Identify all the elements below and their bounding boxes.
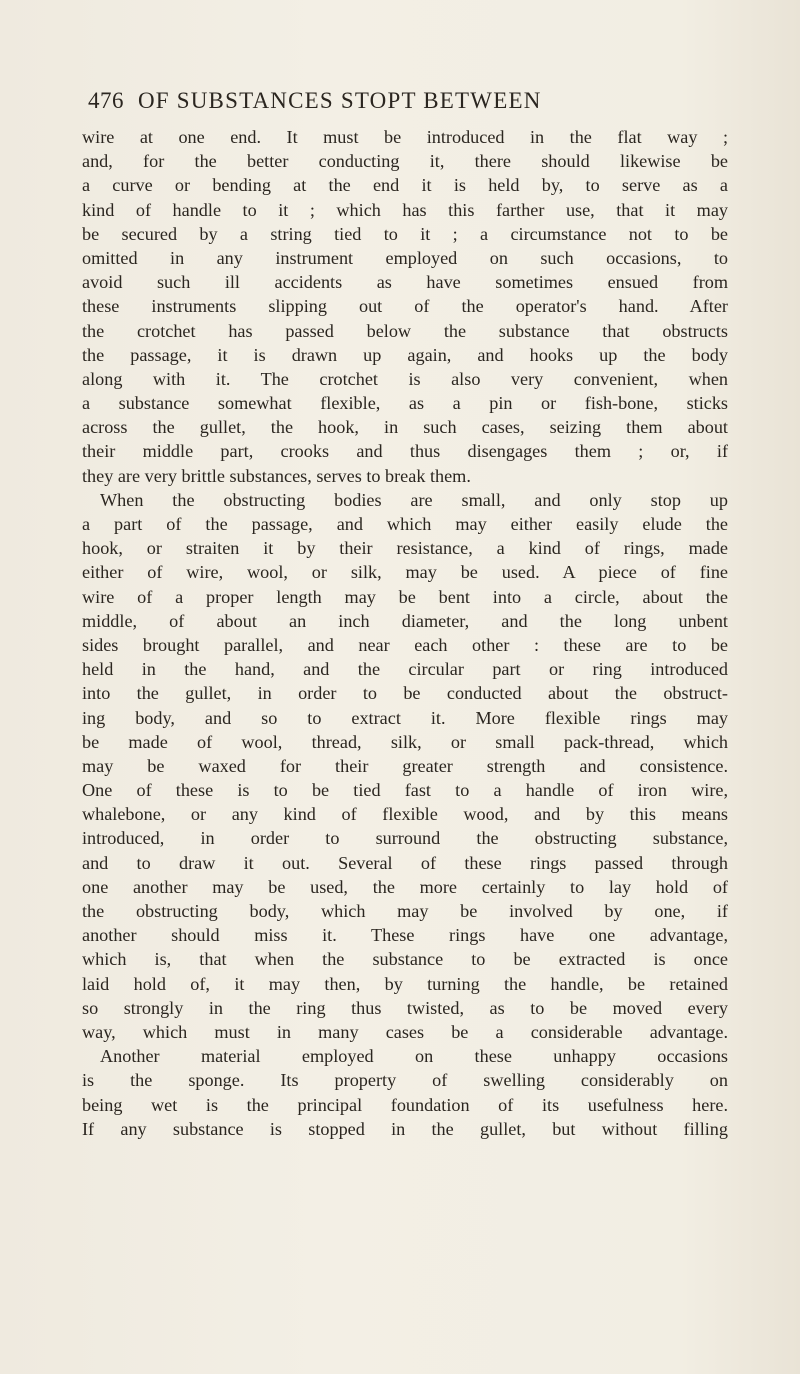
text-line: one another may be used, the more certainly to lay hold of — [82, 876, 728, 897]
text-line: Another material employed on these unhappy occasions — [100, 1046, 728, 1067]
text-line: a substance somewhat flexible, as a pin or fish-bone, sticks — [82, 393, 728, 414]
text-line: a curve or bending at the end it is held by, to serve as a — [82, 175, 728, 196]
text-line: being wet is the principal foundation of its usefulness here. — [82, 1094, 728, 1115]
text-line: and, for the better conducting it, there should likewise be — [82, 151, 728, 172]
text-line: which is, that when the substance to be extracted is once — [82, 949, 728, 970]
text-line: the obstructing body, which may be involved by one, if — [82, 901, 728, 921]
text-line: held in the hand, and the circular part or ring introduced — [82, 659, 728, 680]
text-line: wire at one end. It must be introduced in the flat way ; — [82, 127, 728, 147]
text-line: introduced, in order to surround the obstructing substance, — [82, 828, 728, 849]
text-line: One of these is to be tied fast to a handle of iron wire, — [82, 780, 728, 801]
text-line: When the obstructing bodies are small, and only stop up — [100, 489, 728, 510]
text-line: they are very brittle substances, serves to break them. — [82, 465, 471, 486]
page-number: 476 — [88, 88, 124, 113]
text-line: may be waxed for their greater strength and consistence. — [82, 755, 728, 776]
text-line: so strongly in the ring thus twisted, as to be moved every — [82, 997, 728, 1018]
text-line: along with it. The crotchet is also very convenient, when — [82, 368, 728, 389]
text-line: into the gullet, in order to be conducted about the obstruct- — [82, 683, 728, 704]
text-line: If any substance is stopped in the gullet, but without filling — [82, 1118, 728, 1139]
text-line: ing body, and so to extract it. More flexible rings may — [82, 707, 728, 728]
text-line: sides brought parallel, and near each other : these are to be — [82, 634, 728, 655]
text-line: across the gullet, the hook, in such cases, seizing them about — [82, 417, 728, 438]
text-line: laid hold of, it may then, by turning the handle, be retained — [82, 973, 728, 994]
text-line: omitted in any instrument employed on such occasions, to — [82, 247, 728, 268]
text-line: kind of handle to it ; which has this farther use, that it may — [82, 199, 728, 220]
text-line: another should miss it. These rings have one advantage, — [82, 925, 728, 946]
body-text — [82, 125, 728, 1141]
text-line: their middle part, crooks and thus disengages them ; or, if — [82, 441, 728, 462]
text-line: and to draw it out. Several of these rings passed through — [82, 852, 728, 873]
text-line: whalebone, or any kind of flexible wood, and by this means — [82, 804, 728, 825]
text-line: is the sponge. Its property of swelling considerably on — [82, 1070, 728, 1091]
text-line: the passage, it is drawn up again, and hooks up the body — [82, 344, 728, 365]
text-line: the crotchet has passed below the substance that obstructs — [82, 320, 728, 341]
text-line: these instruments slipping out of the operator's hand. After — [82, 296, 728, 317]
text-line: be secured by a string tied to it ; a circumstance not to be — [82, 223, 728, 244]
text-line: wire of a proper length may be bent into a circle, about the — [82, 586, 728, 607]
text-line: middle, of about an inch diameter, and the long unbent — [82, 610, 728, 631]
text-line: either of wire, wool, or silk, may be used. A piece of fine — [82, 562, 728, 583]
text-line: be made of wool, thread, silk, or small pack-thread, which — [82, 731, 728, 752]
running-title: OF SUBSTANCES STOPT BETWEEN — [138, 88, 542, 113]
text-line: way, which must in many cases be a considerable advantage. — [82, 1021, 728, 1042]
running-header — [88, 88, 728, 118]
text-line: hook, or straiten it by their resistance, a kind of rings, made — [82, 538, 728, 559]
text-line: a part of the passage, and which may either easily elude the — [82, 514, 728, 534]
text-line: avoid such ill accidents as have sometimes ensued from — [82, 272, 728, 293]
